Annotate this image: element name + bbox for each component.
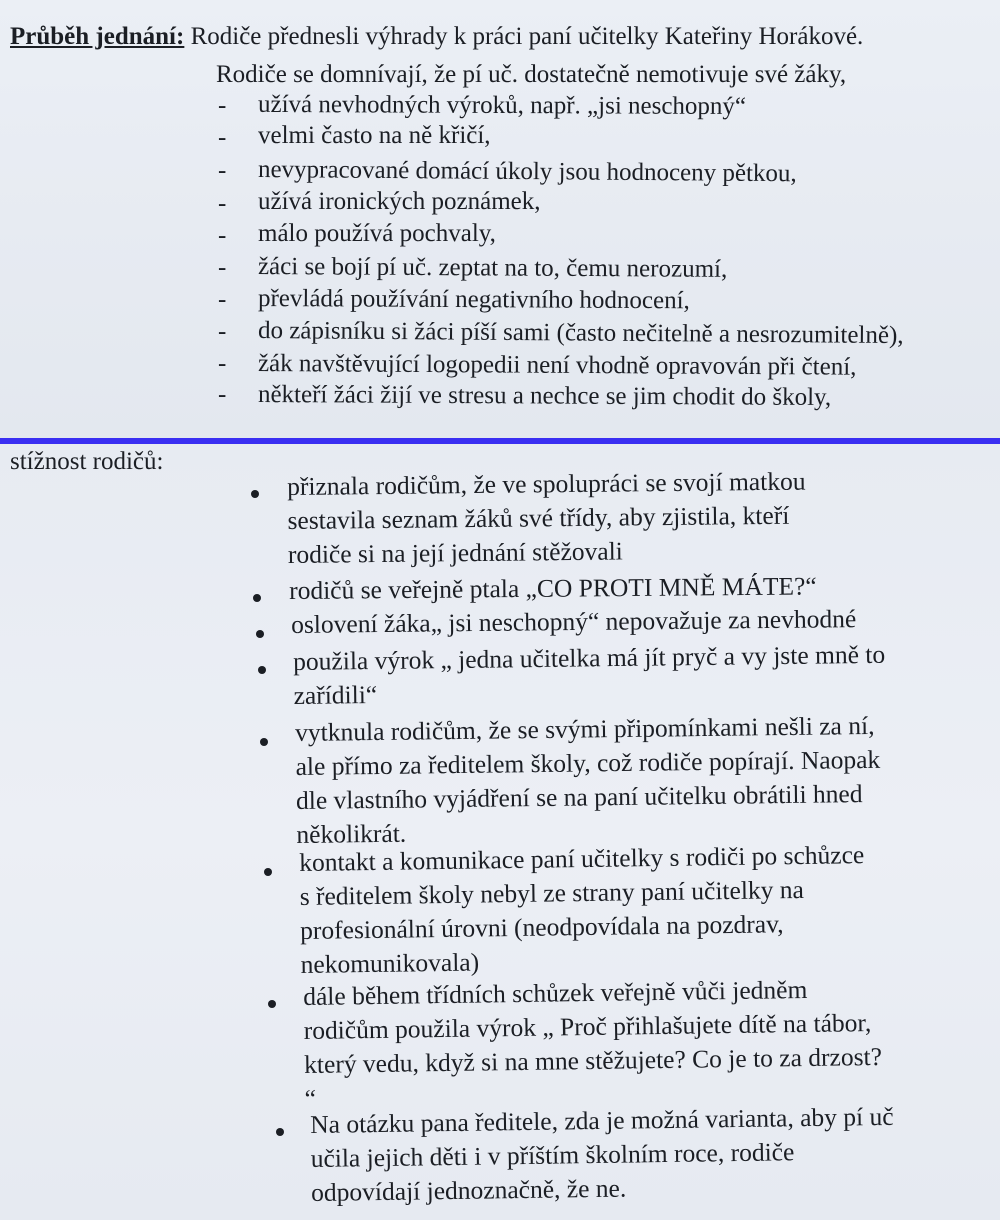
- dash-item: žáci se bojí pí uč. zeptat na to, čemu nerozumí,: [257, 253, 728, 283]
- bullet-marker: [268, 1000, 276, 1008]
- dash-marker: -: [218, 286, 227, 313]
- dash-item: převládá používání negativního hodnocení,: [257, 285, 690, 315]
- dash-marker: -: [218, 124, 227, 151]
- dash-item: málo používá pochvaly,: [258, 220, 496, 247]
- section1-heading-label: Průběh jednání:: [10, 23, 185, 50]
- bullet-marker: [258, 666, 266, 674]
- bullet-item: použila výrok „ jedna učitelka má jít pryč a vy jste mně to zařídili“: [293, 639, 886, 710]
- bullet-item: přiznala rodičům, že ve spolupráci se svojí matkou sestavila seznam žáků své třídy, aby zjistila, kteří rodiče si na její jednání stěžovali: [287, 466, 806, 569]
- bullet-marker: [260, 738, 268, 746]
- section1-heading: [10, 22, 863, 52]
- bullet-item: rodičů se veřejně ptala „CO PROTI MNĚ MÁTE?“: [289, 571, 817, 605]
- bullet-marker: [276, 1128, 284, 1136]
- dash-item: velmi často na ně křičí,: [258, 122, 491, 149]
- dash-marker: -: [218, 381, 227, 408]
- dash-marker: -: [218, 222, 227, 249]
- dash-marker: -: [218, 92, 227, 119]
- bullet-marker: [251, 490, 259, 498]
- bullet-item: oslovení žáka„ jsi neschopný“ nepovažuje za nevhodné: [291, 604, 857, 639]
- bullet-item: kontakt a komunikace paní učitelky s rodiči po schůzce s ředitelem školy nebyl ze strany paní učitelky na profesionální úrovni (neodpovídala na pozdrav, nekomunikovala): [299, 840, 865, 979]
- dash-item: nevypracované domácí úkoly jsou hodnoceny pětkou,: [257, 156, 797, 188]
- dash-marker: -: [218, 350, 227, 377]
- bullet-marker: [256, 630, 264, 638]
- dash-item: užívá ironických poznámek,: [258, 188, 541, 215]
- bullet-marker: [264, 868, 272, 876]
- dash-item: užívá nevhodných výroků, např. „jsi neschopný“: [257, 90, 747, 121]
- dash-marker: -: [218, 318, 227, 345]
- dash-item: někteří žáci žijí ve stresu a nechce se jim chodit do školy,: [257, 381, 832, 412]
- dash-marker: -: [218, 157, 227, 184]
- section1-intro: Rodiče se domnívají, že pí uč. dostatečně nemotivuje své žáky,: [216, 61, 847, 88]
- dash-item: žák navštěvující logopedii není vhodně opravován při čtení,: [257, 350, 857, 381]
- dash-marker: -: [218, 190, 227, 217]
- bullet-marker: [253, 594, 261, 602]
- dash-marker: -: [218, 254, 227, 281]
- bullet-item: vytknula rodičům, že se svými připomínkami nešli za ní, ale přímo za ředitelem školy, což rodiče popírají. Naopak dle vlastního vyjádření se na paní učitelku obrátili hned několikrát.: [295, 710, 881, 849]
- bullet-item: dále během třídních schůzek veřejně vůči jedněm rodičům použila výrok „ Proč přihlašujete dítě na tábor, který vedu, když si na mne stěžujete? Co je to za drzost? “: [303, 974, 883, 1113]
- section1-heading-text: Rodiče přednesli výhrady k práci paní učitelky Kateřiny Horákové.: [190, 23, 864, 50]
- bullet-item: Na otázku pana ředitele, zda je možná varianta, aby pí uč učila jejich děti i v příštím školním roce, rodiče odpovídají jednoznačně, že ne.: [310, 1101, 894, 1207]
- dash-item: do zápisníku si žáci píší sami (často nečitelně a nesrozumitelně),: [257, 317, 904, 350]
- section2-label: stížnost rodičů:: [10, 448, 164, 475]
